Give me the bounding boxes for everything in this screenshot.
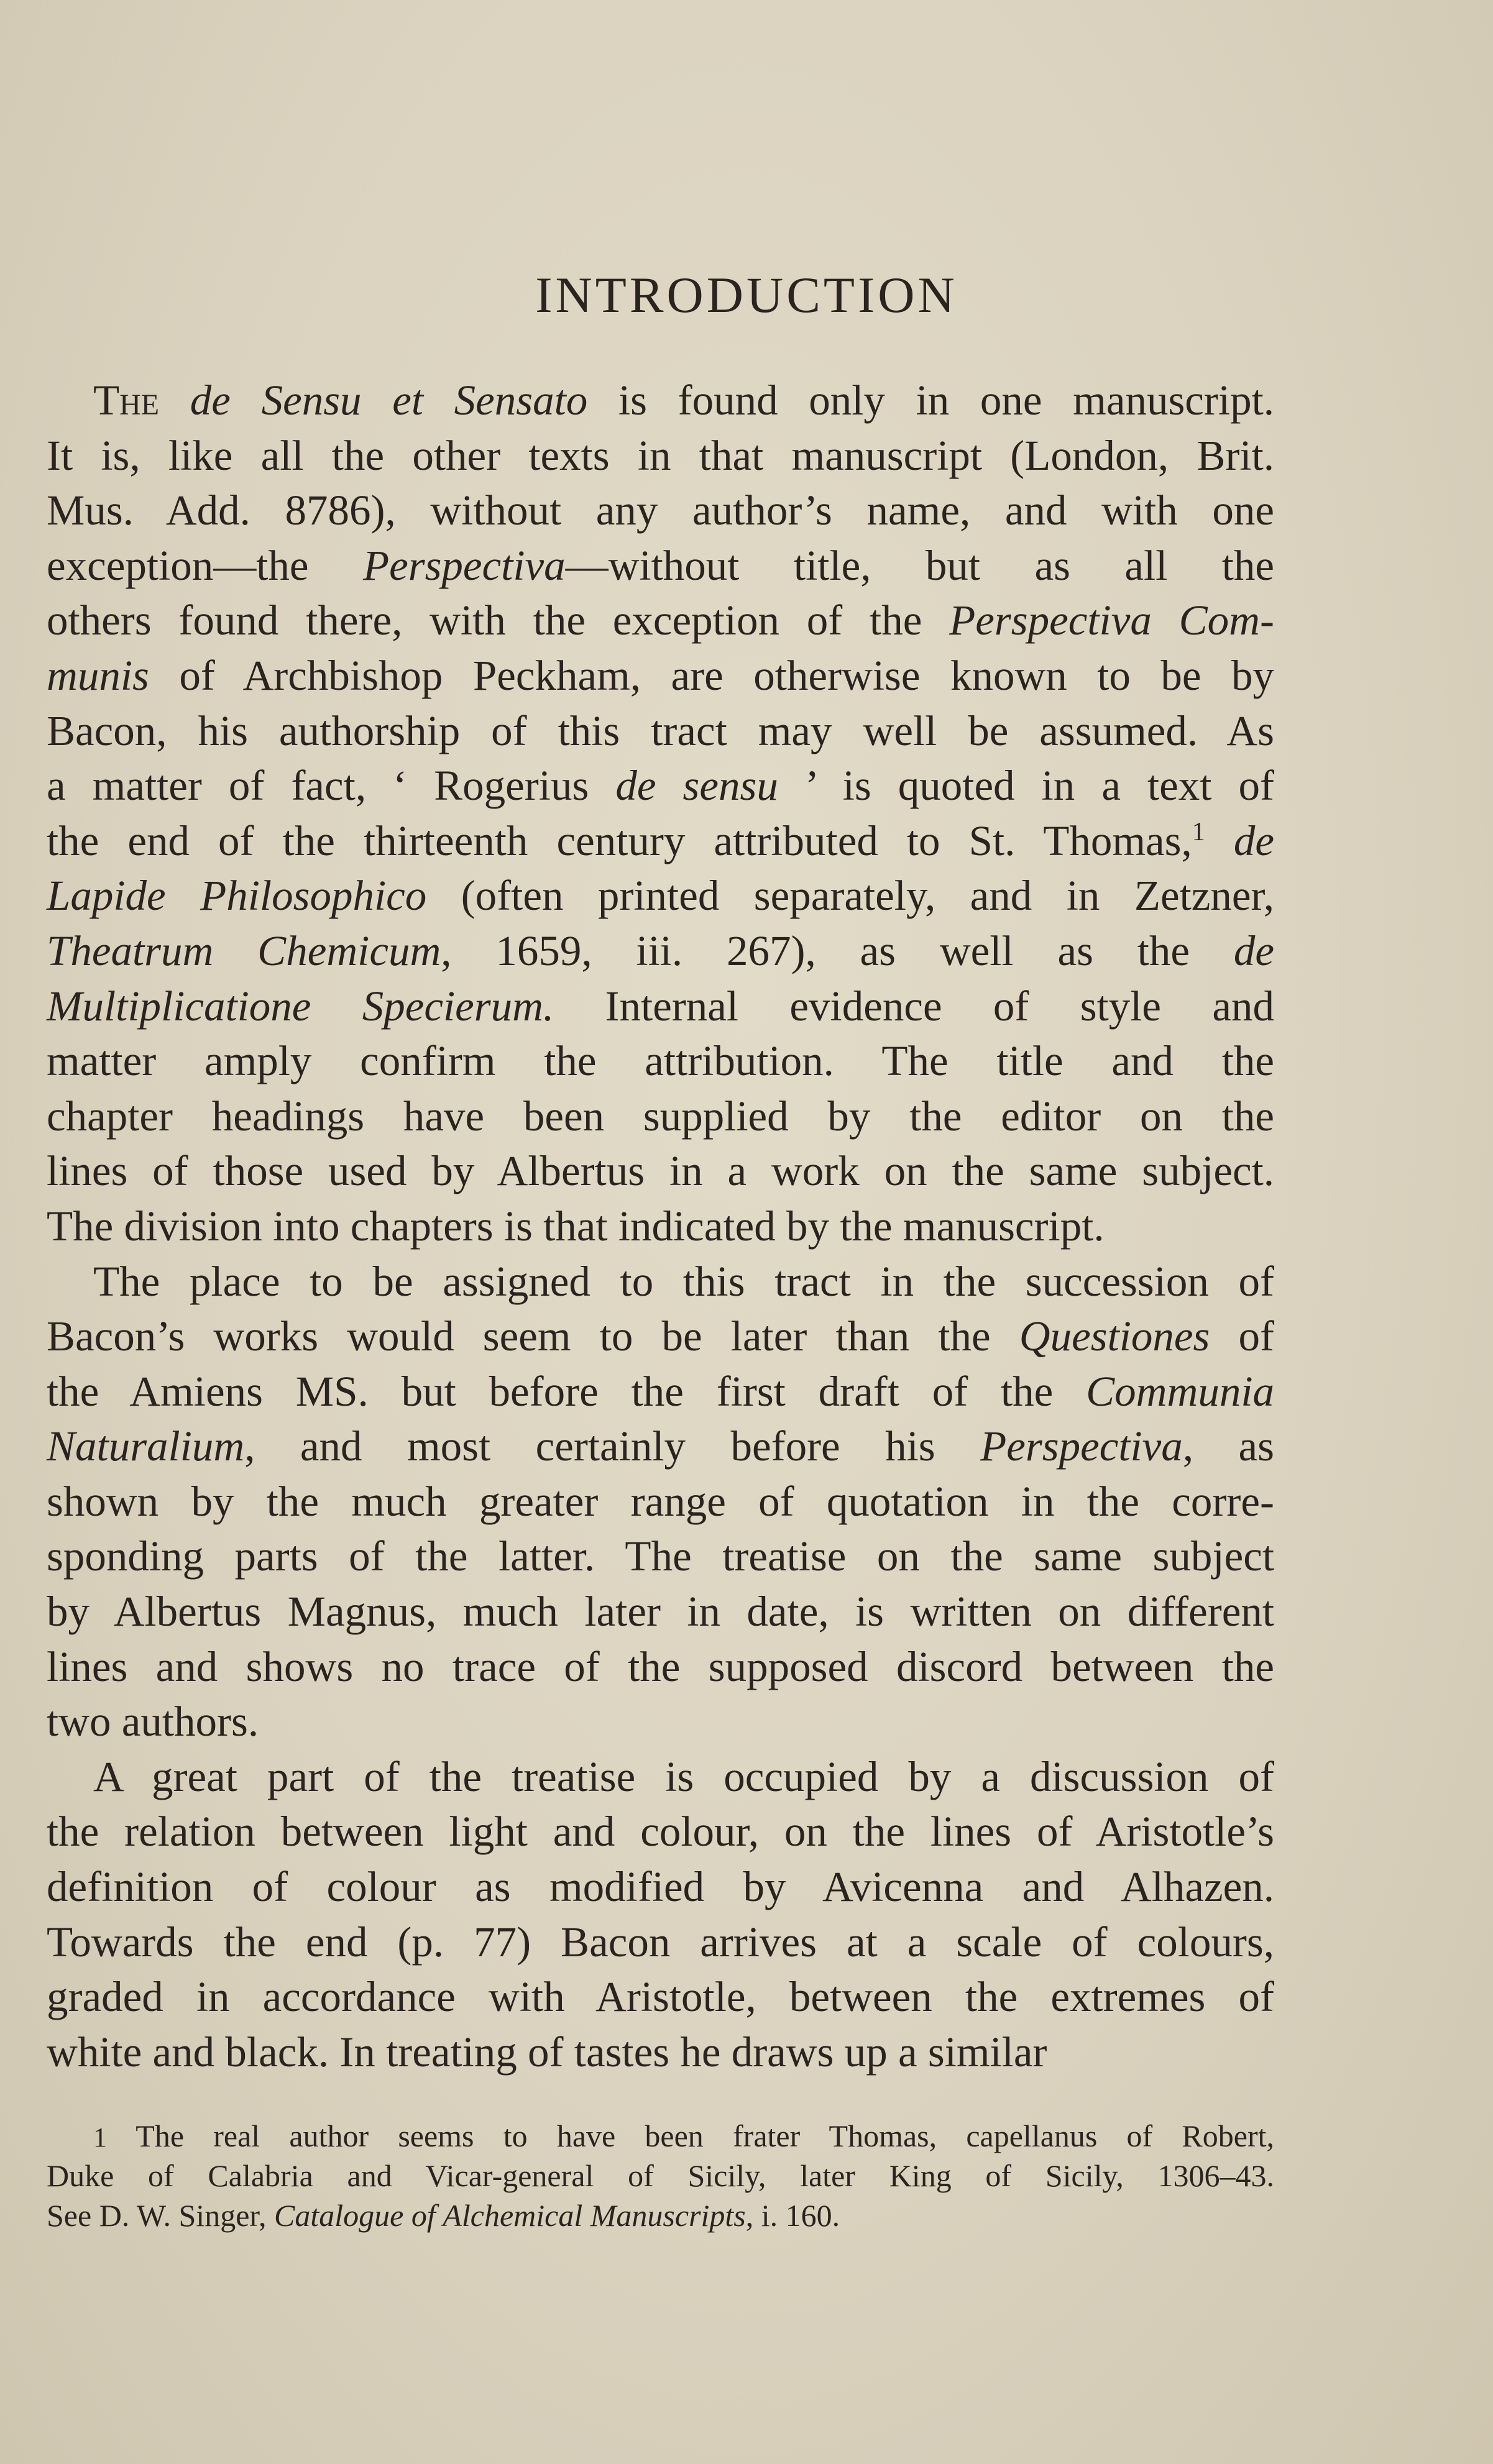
text-run: It is, like all the other texts in that manuscript (London, Brit. — [47, 431, 1274, 479]
paragraph-1-line — [47, 428, 1274, 483]
text-run: , i. 160. — [745, 2198, 840, 2233]
text-run: Duke of Calabria and Vicar-general of Sicily, later King of Sicily, 1306–43. — [47, 2158, 1274, 2193]
paragraph-1-line — [47, 1089, 1274, 1144]
text-run: two authors. — [47, 1698, 259, 1746]
paragraph-1-line — [47, 373, 1274, 428]
italic-text: Multiplicatione Specierum. — [47, 982, 554, 1030]
italic-text: de sensu — [615, 762, 778, 810]
italic-text: de Sensu et Sensato — [190, 377, 588, 424]
text-run: Bacon, his authorship of this tract may well be assumed. As — [47, 707, 1274, 754]
text-run: ’ is quoted in a text of — [778, 762, 1274, 810]
text-run: others found there, with the exception of the — [47, 597, 950, 644]
paragraph-1-line — [47, 758, 1274, 813]
paragraph-1-line — [47, 813, 1274, 869]
paragraph-2-line — [47, 1309, 1274, 1364]
footnote-line — [47, 2156, 1274, 2196]
page-title: INTRODUCTION — [535, 267, 958, 323]
paragraph-3-line — [47, 1804, 1274, 1859]
text-run: See D. W. Singer, — [47, 2198, 275, 2233]
paragraph-1-line — [47, 538, 1274, 593]
text-run: the relation between light and colour, on the lines of Aristotle’s — [47, 1808, 1274, 1856]
text-run: Bacon’s works would seem to be later than the — [47, 1312, 1019, 1360]
text-run: sponding parts of the latter. The treatise on the same subject — [47, 1532, 1274, 1580]
text-run: white and black. In treating of tastes he draws up a similar — [47, 2028, 1047, 2076]
text-run: lines of those used by Albertus in a work on the same subject. — [47, 1147, 1274, 1195]
text-run — [1205, 817, 1234, 864]
paragraph-1-line — [47, 648, 1274, 703]
italic-text: Naturalium — [47, 1422, 245, 1470]
text-run: Internal evidence of style and — [554, 982, 1275, 1030]
paragraph-2-line — [47, 1364, 1274, 1419]
italic-text: munis — [47, 651, 149, 699]
italic-text: Theatrum Chemicum — [47, 927, 441, 974]
text-run: shown by the much greater range of quotation in the corre- — [47, 1477, 1274, 1525]
italic-text: Questiones — [1019, 1312, 1210, 1360]
italic-text: Perspectiva — [980, 1422, 1183, 1470]
text-run: Towards the end (p. 77) Bacon arrives at a scale of colours, — [47, 1918, 1274, 1966]
paragraph-1-line — [47, 923, 1274, 979]
italic-text: de — [1233, 927, 1274, 974]
paragraph-3-line — [47, 1915, 1274, 1970]
text-run: , 1659, iii. 267), as well as the — [441, 927, 1234, 974]
text-run: by Albertus Magnus, much later in date, is written on different — [47, 1588, 1274, 1636]
paragraph-2-line — [47, 1474, 1274, 1529]
paragraph-2-line — [47, 1254, 1274, 1309]
text-run: —without title, but as all the — [565, 541, 1275, 589]
paragraph-1-line — [47, 703, 1274, 759]
italic-text: Communia — [1086, 1367, 1274, 1415]
text-run: , as — [1182, 1422, 1274, 1470]
paragraph-2-line — [47, 1694, 1274, 1749]
paragraph-2-line — [47, 1584, 1274, 1639]
text-run: chapter headings have been supplied by the editor on the — [47, 1092, 1274, 1140]
footnote-ref: 1 — [1192, 817, 1205, 846]
paragraph-1-line — [47, 483, 1274, 538]
paragraph-3-line — [47, 1749, 1274, 1805]
text-run: the Amiens MS. but before the first draft of the — [47, 1367, 1086, 1415]
text-run: , and most certainly before his — [244, 1422, 981, 1470]
footnote-line — [47, 2196, 1274, 2235]
text-run: The division into chapters is that indicated by the manuscript. — [47, 1202, 1105, 1250]
italic-text: Perspectiva — [362, 541, 566, 589]
paragraph-1-line — [47, 1033, 1274, 1089]
italic-text: Catalogue of Alchemical Manuscripts — [274, 2198, 746, 2233]
body-text — [47, 373, 1274, 2079]
text-run: is found only in one manuscript. — [587, 377, 1275, 424]
text-run: The real author seems to have been frater Thomas, capellanus of Robert, — [107, 2118, 1274, 2153]
paragraph-1-line — [47, 868, 1274, 923]
text-run: graded in accordance with Aristotle, between the extremes of — [47, 1973, 1274, 2021]
text-run: lines and shows no trace of the supposed discord between the — [47, 1642, 1274, 1690]
text-run: of Archbishop Peckham, are otherwise known to be by — [149, 651, 1274, 699]
text-run: definition of colour as modified by Avicenna and Alhazen. — [47, 1863, 1274, 1911]
text-run: A great part of the treatise is occupied by a discussion of — [93, 1752, 1274, 1800]
footnote — [47, 2116, 1274, 2235]
text-run: a matter of fact, ‘ Rogerius — [47, 762, 616, 810]
text-run: The place to be assigned to this tract in the succession of — [93, 1257, 1274, 1305]
text-run: exception—the — [47, 541, 363, 589]
paragraph-3-line — [47, 2025, 1274, 2080]
text-run: The — [93, 377, 160, 424]
paragraph-1-line — [47, 1143, 1274, 1199]
text-run — [159, 377, 190, 424]
paragraph-1-line — [47, 1199, 1274, 1254]
paragraph-2-line — [47, 1639, 1274, 1695]
paragraph-3-line — [47, 1859, 1274, 1915]
text-run: matter amply confirm the attribution. The title and the — [47, 1037, 1274, 1085]
italic-text: Lapide Philosophico — [47, 872, 427, 920]
text-run: (often printed separately, and in Zetzner, — [426, 872, 1274, 920]
paragraph-2-line — [47, 1419, 1274, 1474]
paragraph-2-line — [47, 1529, 1274, 1584]
text-run: Mus. Add. 8786), without any author’s name, and with one — [47, 487, 1274, 534]
text-run: the end of the thirteenth century attributed to St. Thomas, — [47, 817, 1192, 864]
italic-text: Perspectiva Com- — [949, 597, 1274, 644]
paragraph-3-line — [47, 1969, 1274, 2025]
italic-text: de — [1233, 817, 1275, 864]
paragraph-1-line — [47, 979, 1274, 1034]
footnote-marker: 1 — [93, 2122, 107, 2153]
text-run: of — [1210, 1312, 1275, 1360]
paragraph-1-line — [47, 593, 1274, 648]
footnote-line — [47, 2116, 1274, 2156]
